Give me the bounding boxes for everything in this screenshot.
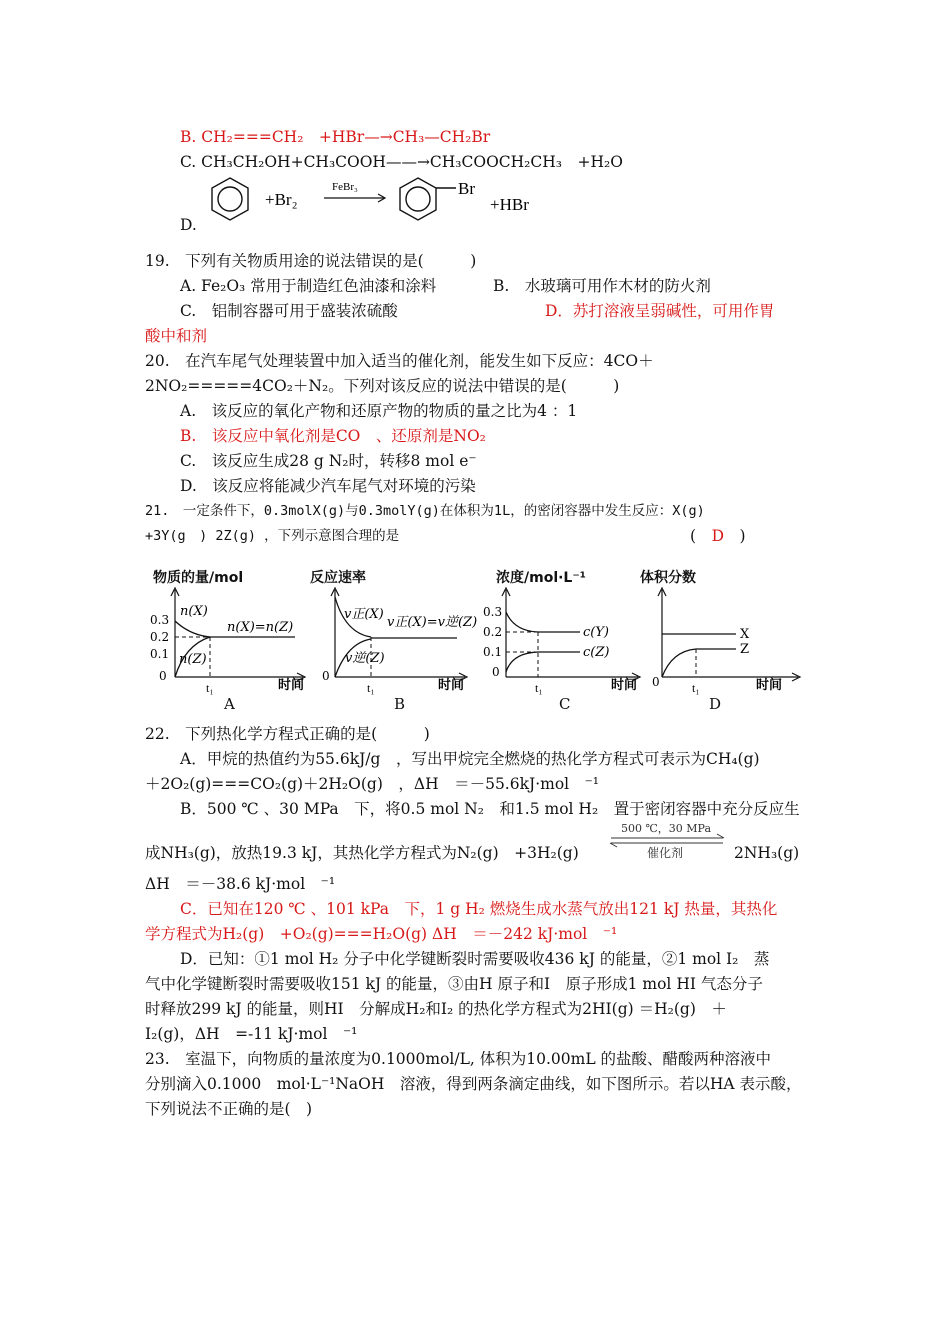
q22-b-equilibrium-arrow [607, 820, 727, 864]
graph-d-t1: t₁ [692, 681, 700, 695]
q18-option-d-label: D. [180, 216, 197, 234]
q22-option-b-line3: ΔH ＝－38.6 kJ·mol ⁻¹ [145, 875, 336, 893]
q21-stem-line2: +3Y(g ) 2Z(g) ，下列示意图合理的是 [145, 528, 400, 544]
q19-option-c: C. 铝制容器可用于盛装浓硫酸 [180, 302, 398, 320]
q22-option-b-product: 2NH₃(g) [734, 844, 800, 862]
graph-c-x-label: 时间 [611, 678, 638, 693]
q22-stem: 22. 下列热化学方程式正确的是( ) [145, 725, 430, 743]
q21-stem-line1: 21. 一定条件下，0.3molX(g)与0.3molY(g)在体积为1L，的密闭容器中发生反应：X(g) [145, 503, 705, 519]
graph-b-t1: t₁ [367, 681, 375, 695]
q22-option-d-line3: 时释放299 kJ 的能量，则HI 分解成H₂和I₂ 的热化学方程式为2HI(g) ＝H₂(g) ＋ [145, 1000, 727, 1018]
q22-option-c-line1: C．已知在120 ℃ 、101 kPa 下，1 g H₂ 燃烧生成水蒸气放出121 kJ 热量，其热化 [180, 900, 778, 918]
graph-a-note: n(X)=n(Z) [227, 620, 294, 635]
graph-d-caption: D [709, 695, 722, 713]
graph-d-plot [640, 585, 810, 715]
graph-d-title: 体积分数 [640, 570, 696, 586]
q19-stem: 19. 下列有关物质用途的说法错误的是( ) [145, 252, 477, 270]
q23-stem-line2: 分别滴入0.1000 mol·L⁻¹NaOH 溶液，得到两条滴定曲线，如下图所示。若以HA 表示酸， [145, 1075, 802, 1093]
graph-b-label-reverse: v逆(Z) [345, 651, 385, 666]
q22-option-b-line2: 成NH₃(g)，放热19.3 kJ，其热化学方程式为N₂(g) +3H₂(g) [145, 844, 579, 862]
graph-a-x-label: 时间 [278, 678, 305, 693]
q18-option-c-text: C. [180, 153, 197, 171]
q22-option-a-line2: ＋2O₂(g)===CO₂(g)＋2H₂O(g) ，ΔH ＝－55.6kJ·mol ⁻¹ [145, 775, 600, 793]
graph-c [478, 565, 653, 715]
q18-option-b-equation: CH₂===CH₂ +HBr—→CH₃—CH₂Br [201, 128, 491, 146]
q22-option-c-line2: 学方程式为H₂(g) +O₂(g)===H₂O(g) ΔH ＝－242 kJ·mol ⁻¹ [145, 925, 618, 943]
graph-d [640, 565, 800, 715]
graph-a-title: 物质的量/mol [153, 570, 244, 586]
graph-a-caption: A [224, 695, 235, 713]
q18-d-plus-hbr: +HBr [490, 195, 529, 214]
graph-d-label-z: Z [740, 642, 750, 657]
graph-d-label-x: X [740, 627, 750, 642]
graph-c-label-cy: c(Y) [583, 625, 610, 640]
q22-b-condition-top: 500 ℃，30 MPa [621, 822, 712, 835]
graph-a-label-nx: n(X) [180, 604, 208, 619]
q18-option-b [180, 126, 490, 148]
graph-a-tick-02: 0.2 [150, 630, 170, 644]
reaction-arrow [324, 194, 385, 202]
graph-d-zero: 0 [652, 675, 660, 689]
q20-option-d: D. 该反应将能减少汽车尾气对环境的污染 [180, 477, 476, 495]
graph-c-curve-cz [506, 652, 538, 672]
q20-option-a: A. 该反应的氧化产物和还原产物的物质的量之比为4 ：1 [180, 402, 578, 420]
q22-option-d-line2: 气中化学键断裂时需要吸收151 kJ 的能量，③由H 原子和I 原子形成1 mol HI 气态分子 [145, 975, 763, 993]
graph-c-label-cz: c(Z) [583, 645, 610, 660]
q20-option-c: C. 该反应生成28 g N₂时，转移8 mol e⁻ [180, 452, 477, 470]
q18-d-catalyst: FeBr₃ [332, 181, 358, 193]
q19-option-d: D．苏打溶液呈弱碱性，可用作胃 [545, 302, 775, 320]
graph-c-tick-02: 0.2 [483, 625, 503, 639]
graph-b-x-label: 时间 [438, 678, 465, 693]
q18-option-d-reaction [200, 170, 570, 234]
graph-a-tick-0: 0 [159, 669, 167, 683]
q21-answer-open: ( [690, 527, 712, 545]
graph-a-t1: t₁ [206, 681, 214, 695]
graph-c-curve-cy [506, 612, 538, 632]
graph-c-tick-01: 0.1 [483, 645, 503, 659]
benzene-ring-reactant [212, 178, 248, 220]
graph-b-plot [305, 585, 478, 715]
graph-b-zero: 0 [322, 669, 330, 683]
q18-d-plus-br2: +Br₂ [265, 190, 298, 209]
graph-c-t1: t₁ [535, 681, 543, 695]
graph-a-tick-01: 0.1 [150, 647, 170, 661]
q20-stem-line2: 2NO₂=====4CO₂＋N₂。下列对该反应的说法中错误的是( ) [145, 377, 620, 395]
q19-option-a: A. Fe₂O₃ 常用于制造红色油漆和涂料 [180, 277, 437, 295]
q20-option-b: B. 该反应中氧化剂是CO 、还原剂是NO₂ [180, 427, 486, 445]
q18-option-b-text: B. [180, 128, 197, 146]
q22-option-b-line1: B．500 ℃ 、30 MPa 下，将0.5 mol N₂ 和1.5 mol H₂ 置于密闭容器中充分反应生 [180, 800, 800, 818]
graph-b-caption: B [394, 695, 406, 713]
graph-c-caption: C [559, 695, 571, 713]
q22-option-d-line4: I₂(g)，ΔH =-11 kJ·mol ⁻¹ [145, 1025, 358, 1043]
q23-stem-line3: 下列说法不正确的是( ) [145, 1100, 313, 1118]
graph-c-title: 浓度/mol·L⁻¹ [496, 570, 586, 586]
q22-b-condition-bottom: 催化剂 [647, 846, 684, 860]
q18-option-c-equation: CH₃CH₂OH+CH₃COOH——→CH₃COOCH₂CH₃ +H₂O [201, 153, 623, 171]
q21-answer-letter: D [711, 527, 724, 545]
q21-answer [690, 525, 746, 547]
graph-a-label-nz: n(Z) [179, 652, 207, 667]
graph-c-tick-03: 0.3 [483, 605, 503, 619]
q21-answer-close: ) [724, 527, 746, 545]
q23-stem-line1: 23. 室温下，向物质的量浓度为0.1000mol/L, 体积为10.00mL 的盐酸、醋酸两种溶液中 [145, 1050, 772, 1068]
q22-option-d-line1: D．已知：①1 mol H₂ 分子中化学键断裂时需要吸收436 kJ 的能量，②1 mol I₂ 蒸 [180, 950, 770, 968]
graph-a-tick-03: 0.3 [150, 613, 170, 627]
graph-d-curve-z [662, 649, 696, 677]
q19-option-b: B. 水玻璃可用作木材的防火剂 [493, 277, 711, 295]
graph-b [305, 565, 478, 715]
q18-d-substituent: Br [458, 179, 475, 198]
bromobenzene-ring [400, 178, 456, 220]
q22-option-a-line1: A．甲烷的热值约为55.6kJ/g ，写出甲烷完全燃烧的热化学方程式可表示为CH₄(g) [180, 750, 760, 768]
graph-b-note: v正(X)=v逆(Z) [387, 615, 478, 630]
graph-b-label-forward: v正(X) [344, 607, 384, 622]
graph-b-title: 反应速率 [310, 570, 366, 586]
graph-a-curve-nx [175, 621, 210, 637]
graph-c-tick-0: 0 [492, 665, 500, 679]
q19-option-d-continued: 酸中和剂 [145, 327, 208, 345]
graph-d-x-label: 时间 [756, 678, 783, 693]
graph-a [145, 565, 305, 715]
q20-stem-line1: 20. 在汽车尾气处理装置中加入适当的催化剂，能发生如下反应：4CO＋ [145, 352, 654, 370]
